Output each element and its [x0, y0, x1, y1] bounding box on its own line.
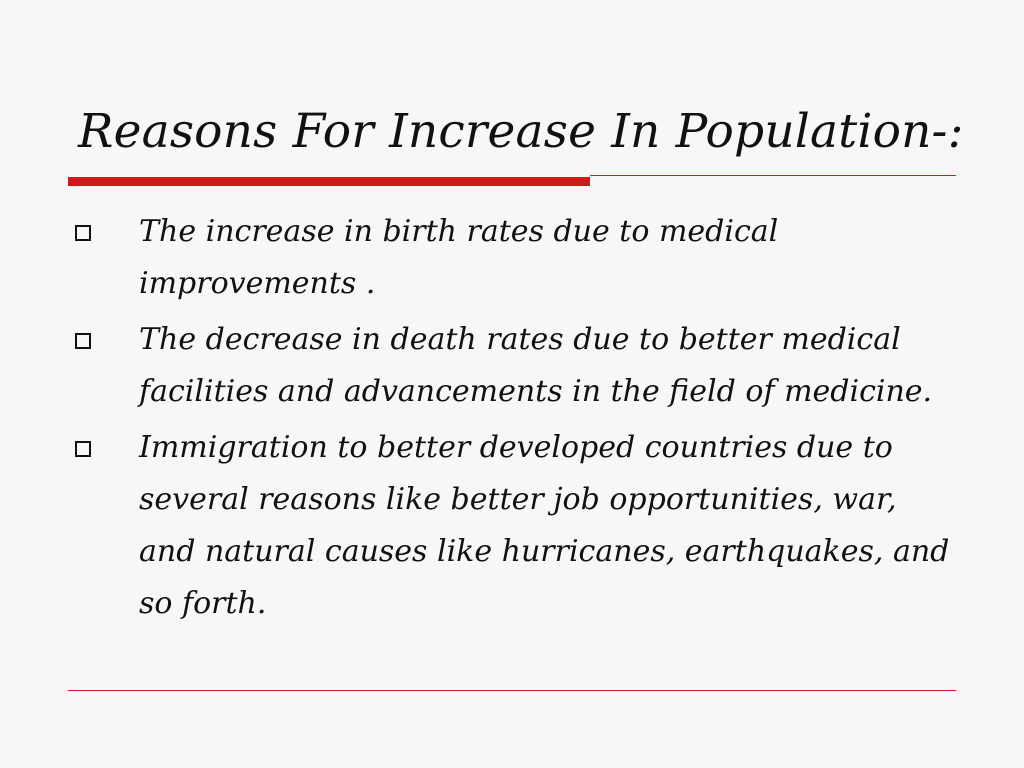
bullet-item-immigration	[75, 422, 955, 630]
bullet-item-death-rates	[75, 314, 955, 418]
bullet-text: Immigration to better developed countries due to several reasons like better job opportunities, war, and natural causes like hurricanes, earthquakes, and so forth.	[139, 430, 950, 621]
hollow-square-bullet-icon	[75, 441, 91, 457]
bullet-text: The decrease in death rates due to better medical facilities and advancements in the field of medicine.	[139, 322, 933, 409]
title-underline-thick	[68, 177, 590, 186]
footer-divider	[68, 690, 956, 691]
bullet-list	[75, 206, 955, 634]
title-underline-thin	[590, 175, 956, 176]
hollow-square-bullet-icon	[75, 333, 91, 349]
slide-title: Reasons For Increase In Population-:	[78, 104, 964, 159]
bullet-item-birth-rates	[75, 206, 955, 310]
hollow-square-bullet-icon	[75, 225, 91, 241]
bullet-text: The increase in birth rates due to medical improvements .	[139, 214, 779, 301]
